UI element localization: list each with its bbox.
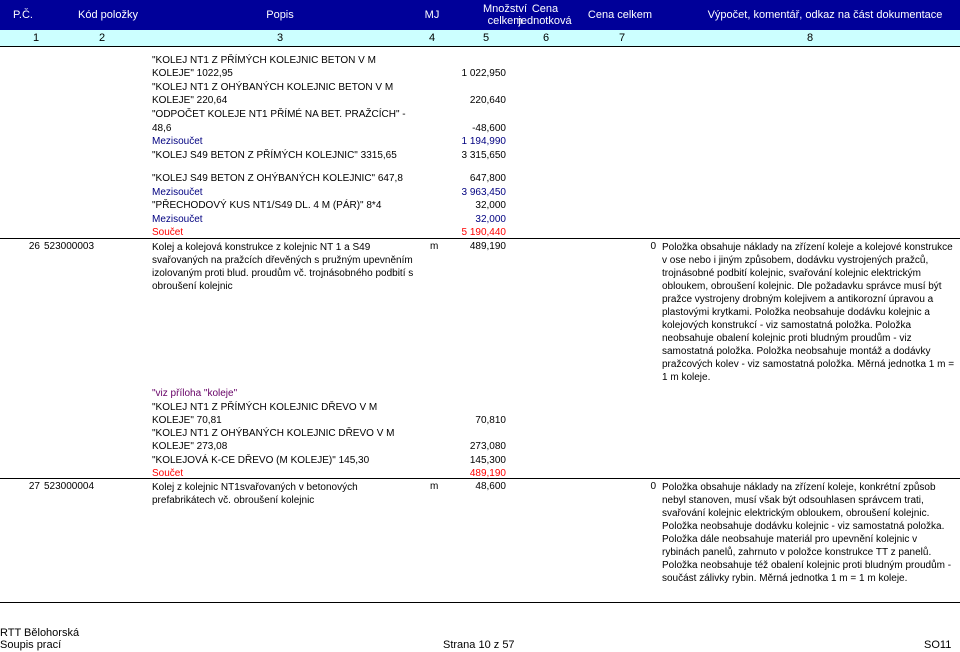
sum-label: Součet <box>152 468 184 479</box>
calc-line: "KOLEJ NT1 Z OHÝBANÝCH KOLEJNIC BETON V M <box>152 82 394 93</box>
calc-value: 647,800 <box>469 173 506 184</box>
calc-line: "KOLEJ NT1 Z PŘÍMÝCH KOLEJNIC BETON V M <box>152 55 376 66</box>
column-numbers-bar <box>0 30 960 47</box>
subtotal-label: Mezisoučet <box>152 187 203 198</box>
item-unit: m <box>430 481 439 492</box>
item-unit: m <box>430 241 439 252</box>
subtotal-value: 1 194,990 <box>461 136 506 147</box>
subtotal-label: Mezisoučet <box>152 214 203 225</box>
item-pc: 26 <box>28 241 40 252</box>
header-total: Cena celkem <box>587 9 653 21</box>
calc-line: "KOLEJ S49 BETON Z PŘÍMÝCH KOLEJNIC" 3315,65 <box>152 150 397 161</box>
sum-value: 5 190,440 <box>461 227 506 238</box>
calc-value: 3 315,650 <box>461 150 506 161</box>
header-pc: P.Č. <box>13 9 33 21</box>
header-desc: Popis <box>266 9 294 21</box>
item-total: 0 <box>650 241 656 252</box>
calc-value: 273,080 <box>469 441 506 452</box>
item-pc: 27 <box>28 481 40 492</box>
item-total: 0 <box>650 481 656 492</box>
column-number: 6 <box>542 32 550 44</box>
calc-line: "KOLEJOVÁ K-CE DŘEVO (M KOLEJE)" 145,30 <box>152 455 370 466</box>
column-header-bar <box>0 0 960 30</box>
calc-value: 145,300 <box>469 455 506 466</box>
column-number: 5 <box>482 32 490 44</box>
calc-line: "KOLEJ S49 BETON Z OHÝBANÝCH KOLEJNIC" 647,8 <box>152 173 403 184</box>
item-quantity: 48,600 <box>475 481 506 492</box>
column-number: 8 <box>806 32 814 44</box>
item-code: 523000004 <box>44 481 95 492</box>
calc-line: KOLEJE" 273,08 <box>152 441 228 452</box>
subtotal-value: 32,000 <box>475 214 506 225</box>
footer-company: RTT Bělohorská <box>0 627 80 639</box>
subtotal-value: 3 963,450 <box>461 187 506 198</box>
calc-line: KOLEJE" 1022,95 <box>152 68 233 79</box>
calc-line: KOLEJE" 220,64 <box>152 95 228 106</box>
column-number: 3 <box>276 32 284 44</box>
calc-value: -48,600 <box>472 123 506 134</box>
item-quantity: 489,190 <box>469 241 506 252</box>
sum-value: 489,190 <box>469 468 506 479</box>
header-price-line2: jednotková <box>518 15 572 27</box>
header-price <box>510 3 580 27</box>
header-qty-line2: celkem <box>487 15 523 27</box>
calc-line: "KOLEJ NT1 Z PŘÍMÝCH KOLEJNIC DŘEVO V M <box>152 402 378 413</box>
header-price-line1: Cena <box>531 3 559 15</box>
header-unit: MJ <box>424 9 440 21</box>
footer-page-number: Strana 10 z 57 <box>443 639 515 651</box>
calc-value: 220,640 <box>469 95 506 106</box>
footer-document: Soupis prací <box>0 639 62 651</box>
reference-note: "viz příloha "koleje" <box>152 388 238 399</box>
row-separator <box>0 238 960 239</box>
column-number: 1 <box>32 32 40 44</box>
item-comment: Položka obsahuje náklady na zřízení koleje, konkrétní způsob nebyl stanoven, musí však být odsouhlasen správcem trati, svařování kolejnic elektrickým obloukem, obroušení kolejnic. Položka neobsahuje dodávku kolejnic - viz samostatná položka. Položka dále neobsahuje materiál pro upevnění kolejnic v rybinách panelů, zahrnuto v položce konstrukce TT z panelů. Položka neobsahuje též obalení kolejnic proti bludným proudům - součást zálivky rybin. Měrná jednotka 1 m = 1 m koleje. <box>662 482 952 584</box>
calc-line: 48,6 <box>152 123 172 134</box>
header-code: Kód položky <box>78 9 138 21</box>
item-comment: Položka obsahuje náklady na zřízení koleje a kolejové konstrukce v ose nebo i jiným způsobem, dodávku vystrojených pražců, trojnásobné podbití kolejnic, svařování kolejnic elektrickým obloukem, obroušení kolejnic. Dle požadavku správce musí být pražce vystrojeny drobným kolejivem a antikorozní úpravou a plastovými krytkami. Položka neobsahuje dodávku kolejnic a kolejových konstrukcí - viz samostatná položka. Položka neobsahuje obalení kolejnic proti bludným proudům - viz samostatná položka. Položka neobsahuje montáž a dodávky pražcových kolev - viz samostatná položka. Měrná jednotka 1 m = 1 m koleje. <box>662 242 955 383</box>
calc-line: "KOLEJ NT1 Z OHÝBANÝCH KOLEJNIC DŘEVO V M <box>152 428 395 439</box>
calc-line: "ODPOČET KOLEJE NT1 PŘÍMÉ NA BET. PRAŽCÍCH" - <box>152 109 406 120</box>
header-qty-line1: Množství <box>482 3 527 15</box>
row-separator <box>0 478 960 479</box>
item-description: Kolej z kolejnic NT1svařovaných v betonových prefabrikátech vč. obroušení kolejnic <box>152 482 358 506</box>
sum-label: Součet <box>152 227 184 238</box>
header-comment: Výpočet, komentář, odkaz na část dokumentace <box>707 9 943 21</box>
calc-line: KOLEJE" 70,81 <box>152 415 222 426</box>
column-number: 7 <box>618 32 626 44</box>
subtotal-label: Mezisoučet <box>152 136 203 147</box>
item-description: Kolej a kolejová konstrukce z kolejnic NT 1 a S49 svařovaných na pražcích dřevěných s pružným upevněním izolovaným proti blud. proudům vč. trojnásobného podbití s obroušení kolejnic <box>152 242 414 292</box>
calc-line: "PŘECHODOVÝ KUS NT1/S49 DL. 4 M (PÁR)" 8*4 <box>152 200 382 211</box>
calc-value: 1 022,950 <box>461 68 506 79</box>
footer-sheet: SO11 <box>924 639 952 651</box>
calc-value: 70,810 <box>475 415 506 426</box>
column-number: 4 <box>428 32 436 44</box>
footer-separator <box>0 602 960 603</box>
item-code: 523000003 <box>44 241 95 252</box>
column-number: 2 <box>98 32 106 44</box>
calc-value: 32,000 <box>475 200 506 211</box>
